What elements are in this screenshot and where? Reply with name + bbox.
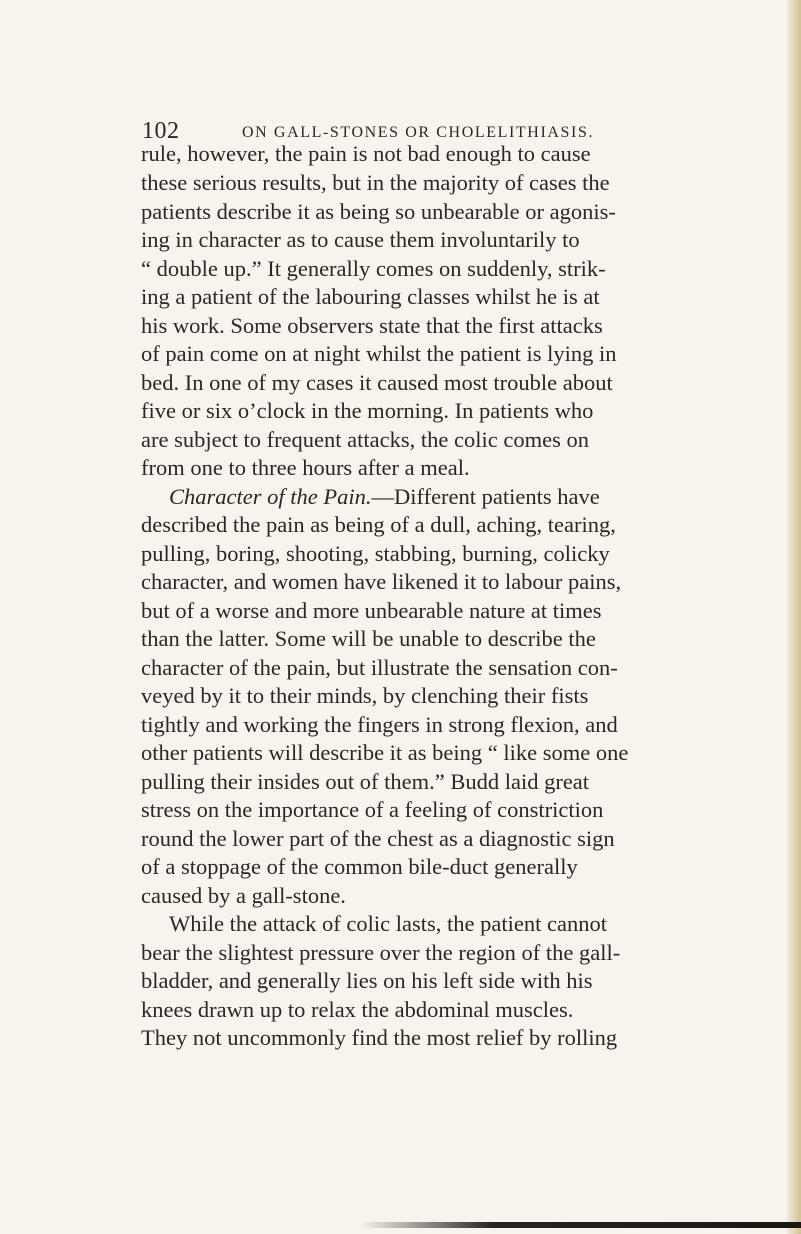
text-line: other patients will describe it as being “ like some one xyxy=(141,740,629,765)
text-line: but of a worse and more unbearable nature at times xyxy=(141,598,602,623)
text-line: veyed by it to their minds, by clenching their fists xyxy=(141,683,589,708)
text-line: tightly and working the fingers in strong flexion, and xyxy=(141,712,618,737)
text-line: ing a patient of the labouring classes whilst he is at xyxy=(141,284,600,309)
text-line: knees drawn up to relax the abdominal muscles. xyxy=(141,997,574,1022)
text-line: round the lower part of the chest as a diagnostic sign xyxy=(141,826,615,851)
page-bottom-shadow xyxy=(360,1222,801,1228)
page-edge xyxy=(787,0,801,1234)
text-line: ing in character as to cause them involuntarily to xyxy=(141,227,580,252)
text-line: bladder, and generally lies on his left side with his xyxy=(141,968,593,993)
text-line: from one to three hours after a meal. xyxy=(141,455,470,480)
text-line: are subject to frequent attacks, the colic comes on xyxy=(141,427,589,452)
text-line: of a stoppage of the common bile-duct generally xyxy=(141,854,578,879)
text-line: “ double up.” It generally comes on suddenly, strik- xyxy=(141,256,606,281)
text-line: caused by a gall-stone. xyxy=(141,883,346,908)
text-line: While the attack of colic lasts, the patient cannot xyxy=(169,911,607,936)
text-line: five or six o’clock in the morning. In patients who xyxy=(141,398,594,423)
text-line: bear the slightest pressure over the region of the gall- xyxy=(141,940,621,965)
text-line: character, and women have likened it to labour pains, xyxy=(141,569,622,594)
text-line: of pain come on at night whilst the patient is lying in xyxy=(141,341,617,366)
text-line: They not uncommonly find the most relief by rolling xyxy=(141,1025,618,1050)
running-title: ON GALL-STONES OR CHOLELITHIASIS. xyxy=(242,124,595,141)
page-number: 102 xyxy=(142,118,180,144)
text-line: bed. In one of my cases it caused most trouble about xyxy=(141,370,613,395)
text-line: pulling, boring, shooting, stabbing, burning, colicky xyxy=(141,541,610,566)
text-line: described the pain as being of a dull, aching, tearing, xyxy=(141,512,616,537)
section-heading-line xyxy=(169,483,600,511)
text-line: these serious results, but in the majority of cases the xyxy=(141,170,610,195)
text-line: character of the pain, but illustrate the sensation con- xyxy=(141,655,618,680)
text-line: stress on the importance of a feeling of constriction xyxy=(141,797,604,822)
text-line: rule, however, the pain is not bad enough to cause xyxy=(141,141,591,166)
section-heading-continuation: —Different patients have xyxy=(371,484,600,509)
text-line: his work. Some observers state that the first attacks xyxy=(141,313,603,338)
text-line: patients describe it as being so unbearable or agonis- xyxy=(141,199,616,224)
text-line: than the latter. Some will be unable to describe the xyxy=(141,626,596,651)
text-line: pulling their insides out of them.” Budd laid great xyxy=(141,769,590,794)
section-heading: Character of the Pain. xyxy=(169,484,372,509)
